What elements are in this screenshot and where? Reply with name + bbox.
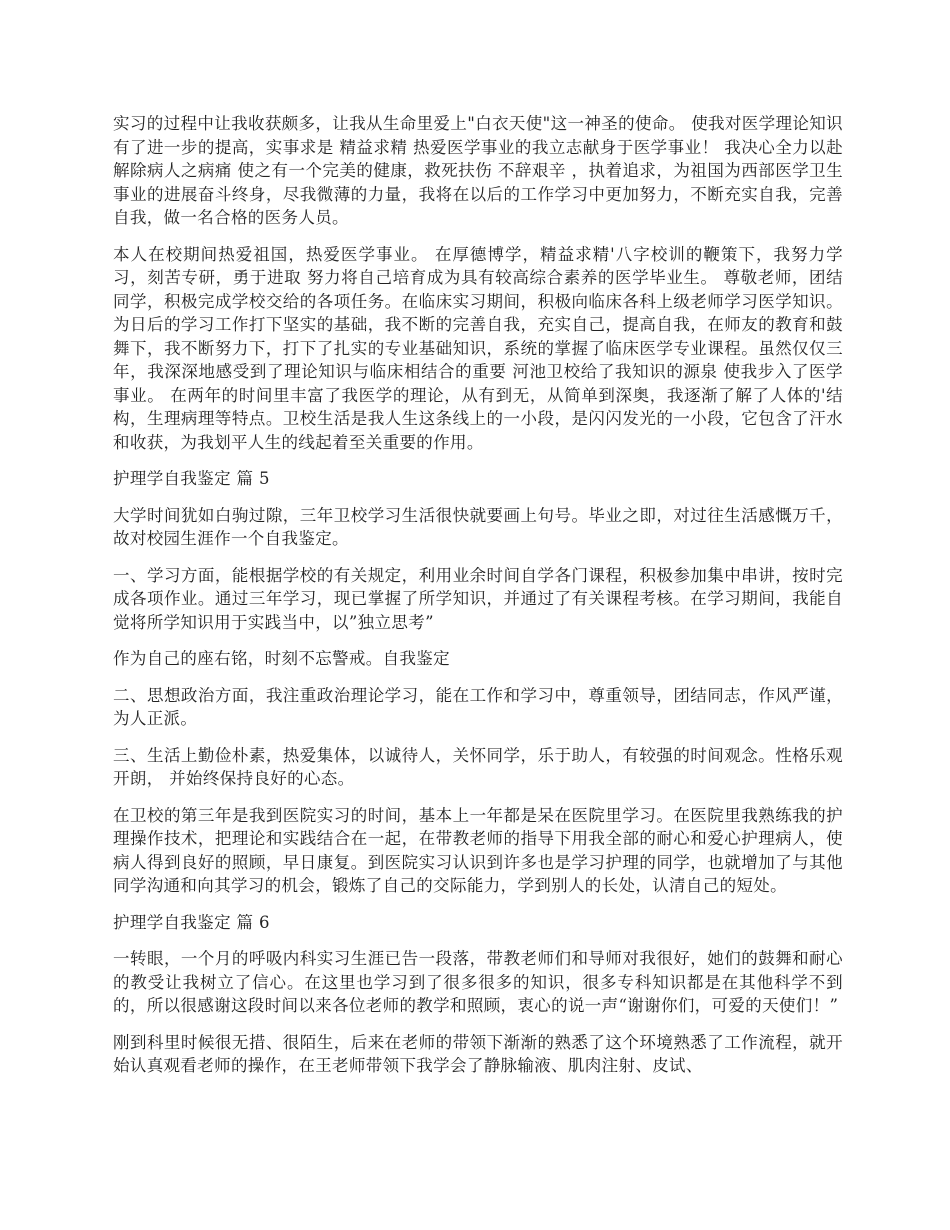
paragraph-third-year: 在卫校的第三年是我到医院实习的时间，基本上一年都是呆在医院里学习。在医院里我熟练我的护理操作技术，把理论和实践结合在一起，在带教老师的指导下用我全部的耐心和爱心护理病人，使病人得到良好的照顾，早日康复。到医院实习认识到许多也是学习护理的同学，也就增加了与其他同学沟通和向其学习的机会，锻炼了自己的交际能力，学到别人的长处，认清自己的短处。 <box>113 805 843 895</box>
section-heading-6: 护理学自我鉴定 篇 6 <box>113 912 270 932</box>
paragraph-internship-reflection: 实习的过程中让我收获颇多，让我从生命里爱上"白衣天使"这一神圣的使命。 使我对医学理论知识有了进一步的提高，实事求是 精益求精 热爱医学事业的我立志献身于医学事业！ 我决心全力以赴解除病人之病痛 使之有一个完美的健康，救死扶伤 不辞艰辛 ，执着追求，为祖国为西部医学卫生事业的进展奋斗终身，尽我微薄的力量，我将在以后的工作学习中更加努力，不断充实自我，完善自我，做一名合格的医务人员。 <box>113 114 843 227</box>
paragraph-first-days: 刚到科里时候很无措、很陌生，后来在老师的带领下渐渐的熟悉了这个环境熟悉了工作流程，就开始认真观看老师的操作，在王老师带领下我学会了静脉输液、肌肉注射、皮试、 <box>113 1032 843 1075</box>
paragraph-study: 一、学习方面，能根据学校的有关规定，利用业余时间自学各门课程，积极参加集中串讲，按时完成各项作业。通过三年学习，现已掌握了所学知识，并通过了有关课程考核。在学习期间，我能自觉将所学知识用于实践当中，以”独立思考” <box>113 565 843 632</box>
paragraph-politics: 二、思想政治方面，我注重政治理论学习，能在工作和学习中，尊重领导，团结同志，作风严谨，为人正派。 <box>113 685 843 728</box>
paragraph-intro-5: 大学时间犹如白驹过隙，三年卫校学习生活很快就要画上句号。毕业之即，对过往生活感慨万千，故对校园生涯作一个自我鉴定。 <box>113 505 843 548</box>
section-heading-5: 护理学自我鉴定 篇 5 <box>113 469 270 488</box>
paragraph-school-period: 本人在校期间热爱祖国，热爱医学事业。 在厚德博学，精益求精'八字校训的鞭策下，我努力学习，刻苦专研，勇于进取 努力将自己培育成为具有较高综合素养的医学毕业生。 尊敬老师，团结同学，积极完成学校交给的各项任务。在临床实习期间，积极向临床各科上级老师学习医学知识。为日后的学习工作打下坚实的基础，我不断的完善自我，充实自己，提高自我，在师友的教育和鼓舞下，我不断努力下，打下了扎实的专业基础知识，系统的掌握了临床医学专业课程。虽然仅仅三年，我深深地感受到了理论知识与临床相结合的重要 河池卫校给了我知识的源泉 使我步入了医学事业。 在两年的时间里丰富了我医学的理论，从有到无，从简单到深奥，我逐渐了解了人体的'结构，生理病理等特点。卫校生活是我人生这条线上的一小段，是闪闪发光的一小段，它包含了汗水和收获，为我划平人生的线起着至关重要的作用。 <box>113 244 843 452</box>
paragraph-respiratory: 一转眼，一个月的呼吸内科实习生涯已告一段落，带教老师们和导师对我很好，她们的鼓舞和耐心的教受让我树立了信心。在这里也学习到了很多很多的知识，很多专科知识都是在其他科学不到的，所以很感谢这段时间以来各位老师的教学和照顾，衷心的说一声“谢谢你们，可爱的天使们！” <box>113 949 843 1015</box>
paragraph-motto: 作为自己的座右铭，时刻不忘警戒。自我鉴定 <box>113 649 450 668</box>
paragraph-life: 三、生活上勤俭朴素，热爱集体，以诚待人，关怀同学，乐于助人，有较强的时间观念。性格乐观开朗， 并始终保持良好的心态。 <box>113 745 843 788</box>
document-body <box>113 112 843 1091</box>
